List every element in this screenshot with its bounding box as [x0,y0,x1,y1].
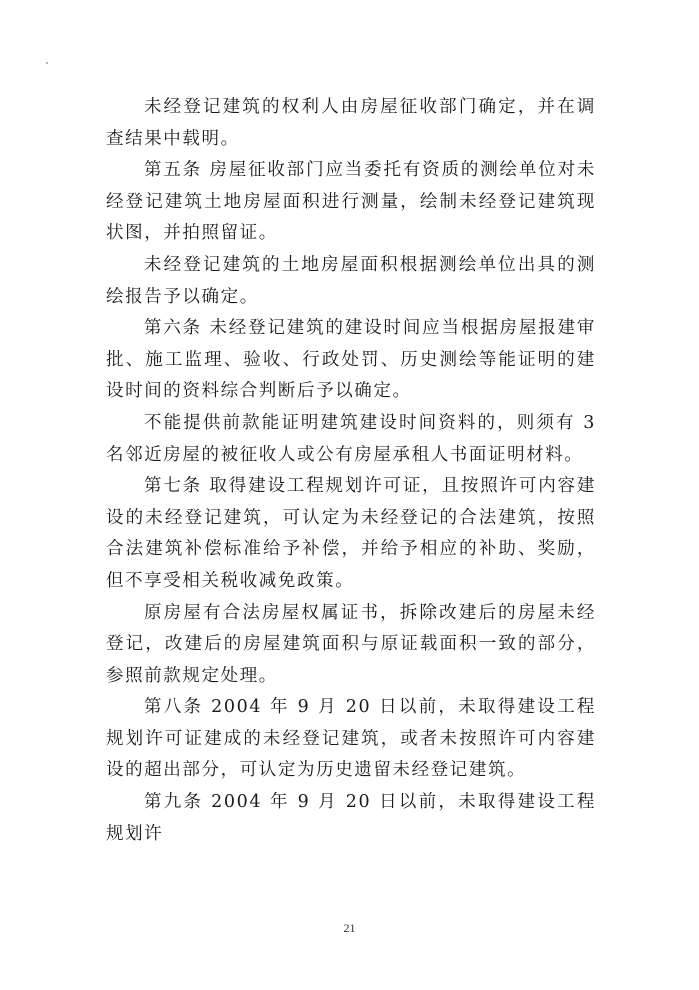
paragraph-neighbor-testimony: 不能提供前款能证明建筑建设时间资料的，则须有 3 名邻近房屋的被征收人或公有房屋承租人书面证明材料。 [106,412,596,465]
paragraph-rebuilt-housing: 原房屋有合法房屋权属证书，拆除改建后的房屋未经登记，改建后的房屋建筑面积与原证载面积一致的部分，参照前款规定处理。 [106,602,596,686]
paragraph-rights-holder: 未经登记建筑的权利人由房屋征收部门确定，并在调查结果中载明。 [106,97,596,149]
paragraph-article-8: 第八条 2004 年 9 月 20 日以前，未取得建设工程规划许可证建成的未经登记建筑，或者未按照许可内容建设的超出部分，可认定为历史遗留未经登记建筑。 [106,697,596,781]
paragraph-article-6: 第六条 未经登记建筑的建设时间应当根据房屋报建审批、施工监理、验收、行政处罚、历史测绘等能证明的建设时间的资料综合判断后予以确定。 [106,318,596,402]
paragraph-article-7: 第七条 取得建设工程规划许可证，且按照许可内容建设的未经登记建筑，可认定为未经登记的合法建筑，按照合法建筑补偿标准给予补偿，并给予相应的补助、奖励，但不享受相关税收减免政策。 [106,476,596,591]
page-number: 21 [343,921,356,935]
paragraph-article-9: 第九条 2004 年 9 月 20 日以前，未取得建设工程规划许 [106,792,596,844]
scan-artifact [46,62,48,64]
paragraph-area-determination: 未经登记建筑的土地房屋面积根据测绘单位出具的测绘报告予以确定。 [106,254,596,307]
paragraph-article-5: 第五条 房屋征收部门应当委托有资质的测绘单位对未经登记建筑土地房屋面积进行测量，绘制未经登记建筑现状图，并拍照留证。 [106,160,596,244]
document-body [106,92,596,850]
